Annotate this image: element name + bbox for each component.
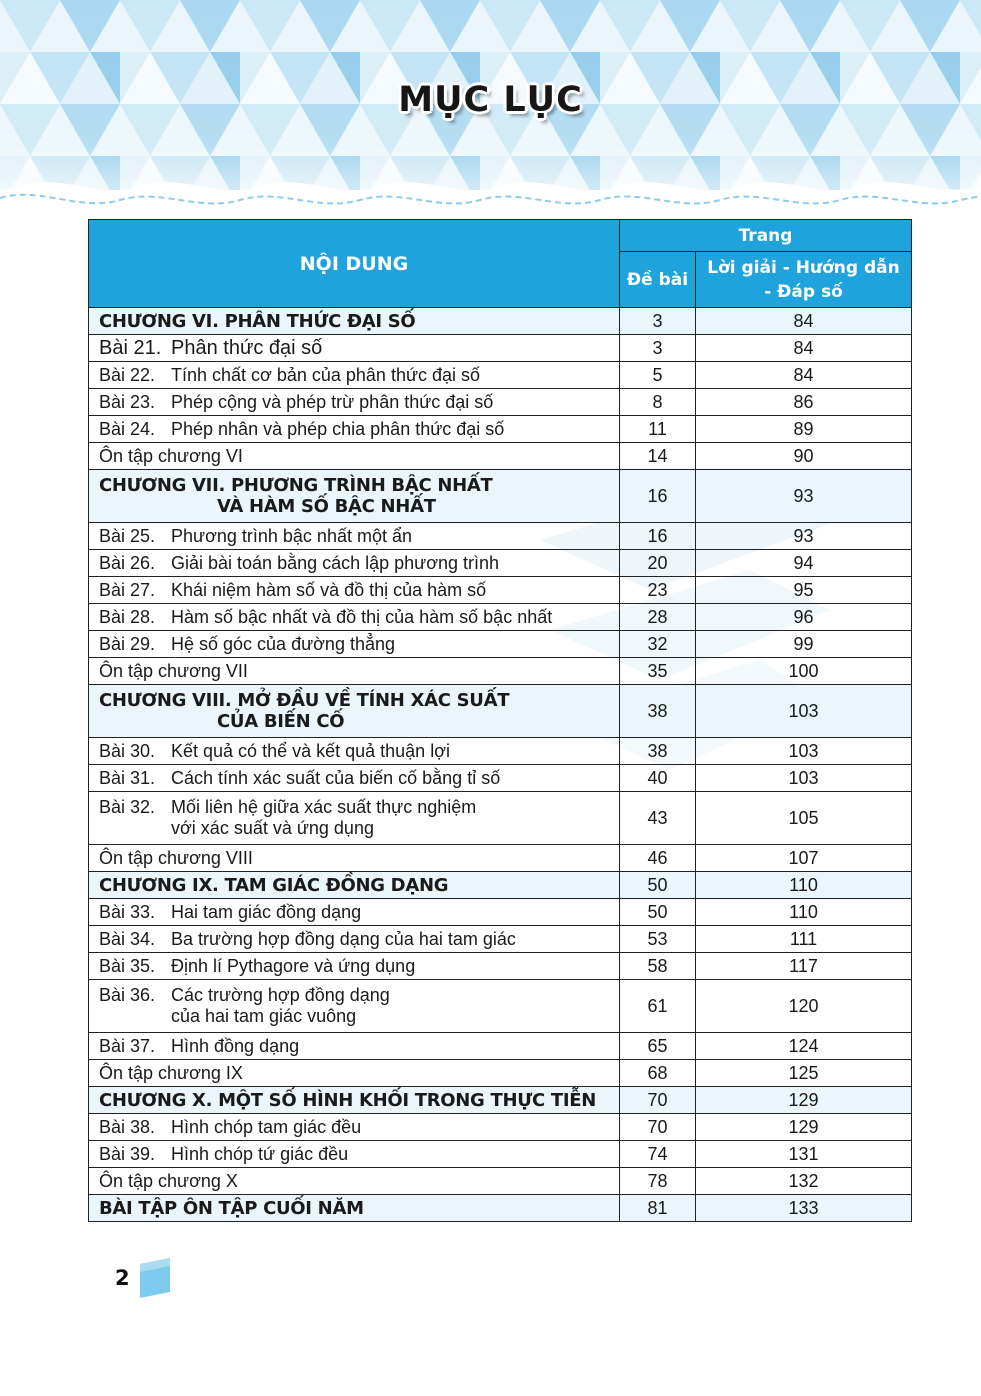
problem-page: 14 [620, 443, 696, 470]
toc-entry-title [89, 980, 620, 1033]
entry-text-line: CỦA BIẾN CỐ [217, 711, 345, 732]
toc-review-row [89, 443, 912, 470]
toc-lesson-row [89, 1033, 912, 1060]
problem-page: 5 [620, 362, 696, 389]
toc-entry-title [89, 443, 620, 470]
header-problems: Đề bài [620, 252, 696, 308]
toc-entry-title [89, 416, 620, 443]
toc-chapter-row [89, 308, 912, 335]
solution-page: 93 [696, 470, 912, 523]
page-tab-decoration [140, 1258, 170, 1298]
toc-entry-title [89, 792, 620, 845]
toc-entry-title [89, 362, 620, 389]
toc-entry-title [89, 1195, 620, 1222]
toc-entry-title [89, 1033, 620, 1060]
lesson-number: Bài 23. [99, 391, 156, 412]
toc-chapter-row [89, 470, 912, 523]
toc-entry-title [89, 604, 620, 631]
toc-lesson-row [89, 604, 912, 631]
solution-page: 103 [696, 685, 912, 738]
lesson-number: Bài 25. [99, 525, 156, 546]
toc-chapter-row [89, 1195, 912, 1222]
problem-page: 35 [620, 658, 696, 685]
problem-page: 40 [620, 765, 696, 792]
problem-page: 61 [620, 980, 696, 1033]
problem-page: 3 [620, 335, 696, 362]
problem-page: 16 [620, 523, 696, 550]
lesson-number: Bài 36. [99, 985, 156, 1005]
entry-text-line: Cách tính xác suất của biến cố bằng tỉ số [171, 767, 501, 788]
entry-text-line: Hai tam giác đồng dạng [171, 901, 362, 922]
toc-lesson-row [89, 899, 912, 926]
solution-page: 94 [696, 550, 912, 577]
toc-table [88, 219, 912, 1222]
toc-entry-title [89, 308, 620, 335]
entry-text-line: Hệ số góc của đường thẳng [171, 633, 395, 654]
problem-page: 74 [620, 1141, 696, 1168]
solution-page: 90 [696, 443, 912, 470]
entry-text-line: CHƯƠNG VII. PHƯƠNG TRÌNH BẬC NHẤT [99, 475, 493, 496]
solution-page: 84 [696, 335, 912, 362]
problem-page: 81 [620, 1195, 696, 1222]
entry-text-line: Ba trường hợp đồng dạng của hai tam giác [171, 928, 516, 949]
page-title: MỤC LỤC [398, 80, 583, 120]
entry-text-line: Ôn tập chương X [99, 1170, 238, 1191]
lesson-number: Bài 35. [99, 955, 156, 976]
solution-page: 84 [696, 362, 912, 389]
problem-page: 58 [620, 953, 696, 980]
solution-page: 84 [696, 308, 912, 335]
entry-text-line: Ôn tập chương VI [99, 445, 243, 466]
toc-lesson-row [89, 416, 912, 443]
entry-text-line: Các trường hợp đồng dạng [171, 985, 390, 1005]
entry-text-line: VÀ HÀM SỐ BẬC NHẤT [217, 496, 436, 517]
toc-entry-title [89, 872, 620, 899]
toc-lesson-row [89, 550, 912, 577]
toc-review-row [89, 845, 912, 872]
entry-text-line: Phân thức đại số [171, 336, 323, 359]
solution-page: 110 [696, 899, 912, 926]
entry-text-line: CHƯƠNG IX. TAM GIÁC ĐỒNG DẠNG [99, 874, 449, 896]
solution-page: 131 [696, 1141, 912, 1168]
toc-lesson-row [89, 1141, 912, 1168]
toc-entry-title [89, 1141, 620, 1168]
entry-text-line: với xác suất và ứng dụng [171, 818, 374, 838]
solution-page: 124 [696, 1033, 912, 1060]
problem-page: 53 [620, 926, 696, 953]
entry-text-line: Hàm số bậc nhất và đồ thị của hàm số bậc nhất [171, 606, 553, 627]
entry-text-line: CHƯƠNG X. MỘT SỐ HÌNH KHỐI TRONG THỰC TIỄN [99, 1089, 596, 1111]
toc-lesson-row [89, 577, 912, 604]
entry-text-line: Hình chóp tam giác đều [171, 1116, 362, 1137]
lesson-number: Bài 30. [99, 740, 156, 761]
lesson-number: Bài 34. [99, 928, 156, 949]
toc-entry-title [89, 523, 620, 550]
toc-entry-title [89, 926, 620, 953]
toc-chapter-row [89, 1087, 912, 1114]
toc-entry-title [89, 335, 620, 362]
problem-page: 70 [620, 1087, 696, 1114]
toc-entry-title [89, 765, 620, 792]
entry-text-line: Hình chóp tứ giác đều [171, 1143, 349, 1164]
toc-entry-title [89, 1168, 620, 1195]
solution-page: 86 [696, 389, 912, 416]
entry-text-line: CHƯƠNG VIII. MỞ ĐẦU VỀ TÍNH XÁC SUẤT [99, 690, 510, 711]
toc-lesson-row [89, 362, 912, 389]
solution-page: 120 [696, 980, 912, 1033]
solution-page: 117 [696, 953, 912, 980]
solution-page: 111 [696, 926, 912, 953]
entry-text-line: BÀI TẬP ÔN TẬP CUỐI NĂM [99, 1197, 364, 1219]
toc-entry-title [89, 577, 620, 604]
entry-text-line: Giải bài toán bằng cách lập phương trình [171, 552, 500, 573]
toc-lesson-row [89, 523, 912, 550]
entry-text-line: Phương trình bậc nhất một ẩn [171, 525, 412, 546]
toc-entry-title [89, 1087, 620, 1114]
toc-chapter-row [89, 685, 912, 738]
toc-chapter-row [89, 872, 912, 899]
toc-entry-title [89, 953, 620, 980]
problem-page: 23 [620, 577, 696, 604]
page-number: 2 [115, 1266, 130, 1290]
toc-entry-title [89, 845, 620, 872]
lesson-number: Bài 22. [99, 364, 156, 385]
toc-entry-title [89, 389, 620, 416]
toc-lesson-row [89, 926, 912, 953]
problem-page: 78 [620, 1168, 696, 1195]
problem-page: 20 [620, 550, 696, 577]
lesson-number: Bài 29. [99, 633, 156, 654]
toc-lesson-row [89, 631, 912, 658]
toc-lesson-row [89, 792, 912, 845]
toc-lesson-row [89, 765, 912, 792]
lesson-number: Bài 38. [99, 1116, 156, 1137]
lesson-number: Bài 27. [99, 579, 156, 600]
solution-page: 100 [696, 658, 912, 685]
toc-lesson-row [89, 335, 912, 362]
lesson-number: Bài 32. [99, 797, 156, 817]
toc-review-row [89, 1060, 912, 1087]
toc-review-row [89, 1168, 912, 1195]
toc-body [89, 308, 912, 1222]
toc-review-row [89, 658, 912, 685]
entry-text-line: Ôn tập chương VII [99, 660, 248, 681]
lesson-number: Bài 26. [99, 552, 156, 573]
entry-text-line: Phép nhân và phép chia phân thức đại số [171, 418, 505, 439]
entry-text-line: Ôn tập chương VIII [99, 847, 253, 868]
problem-page: 43 [620, 792, 696, 845]
toc-entry-title [89, 685, 620, 738]
toc-entry-title [89, 550, 620, 577]
solution-page: 89 [696, 416, 912, 443]
entry-text-line: Hình đồng dạng [171, 1035, 300, 1056]
problem-page: 65 [620, 1033, 696, 1060]
solution-page: 129 [696, 1087, 912, 1114]
solution-page: 132 [696, 1168, 912, 1195]
entry-text-line: Ôn tập chương IX [99, 1062, 243, 1083]
toc-lesson-row [89, 738, 912, 765]
problem-page: 50 [620, 872, 696, 899]
problem-page: 16 [620, 470, 696, 523]
entry-text-line: Phép cộng và phép trừ phân thức đại số [171, 391, 494, 412]
problem-page: 50 [620, 899, 696, 926]
toc-lesson-row [89, 389, 912, 416]
solution-page: 95 [696, 577, 912, 604]
toc-entry-title [89, 658, 620, 685]
problem-page: 32 [620, 631, 696, 658]
solution-page: 110 [696, 872, 912, 899]
lesson-number: Bài 24. [99, 418, 156, 439]
toc-entry-title [89, 631, 620, 658]
solution-page: 105 [696, 792, 912, 845]
toc-lesson-row [89, 1114, 912, 1141]
lesson-number: Bài 33. [99, 901, 156, 922]
problem-page: 11 [620, 416, 696, 443]
lesson-number: Bài 37. [99, 1035, 156, 1056]
lesson-number: Bài 21. [99, 336, 162, 359]
entry-text-line: Kết quả có thể và kết quả thuận lợi [171, 740, 450, 761]
lesson-number: Bài 28. [99, 606, 156, 627]
problem-page: 8 [620, 389, 696, 416]
header-pages: Trang [620, 220, 912, 252]
entry-text-line: Tính chất cơ bản của phân thức đại số [171, 364, 481, 385]
toc-entry-title [89, 738, 620, 765]
toc-entry-title [89, 899, 620, 926]
toc-entry-title [89, 1114, 620, 1141]
problem-page: 38 [620, 685, 696, 738]
toc-lesson-row [89, 953, 912, 980]
problem-page: 68 [620, 1060, 696, 1087]
problem-page: 28 [620, 604, 696, 631]
solution-page: 99 [696, 631, 912, 658]
lesson-number: Bài 31. [99, 767, 156, 788]
solution-page: 125 [696, 1060, 912, 1087]
entry-text-line: CHƯƠNG VI. PHÂN THỨC ĐẠI SỐ [99, 310, 416, 332]
lesson-number: Bài 39. [99, 1143, 156, 1164]
solution-page: 93 [696, 523, 912, 550]
entry-text-line: Mối liên hệ giữa xác suất thực nghiệm [171, 797, 477, 817]
header-solutions: Lời giải - Hướng dẫn - Đáp số [696, 252, 912, 308]
entry-text-line: của hai tam giác vuông [171, 1006, 357, 1026]
solution-page: 103 [696, 738, 912, 765]
toc-entry-title [89, 1060, 620, 1087]
solution-page: 129 [696, 1114, 912, 1141]
toc-lesson-row [89, 980, 912, 1033]
solution-page: 96 [696, 604, 912, 631]
header-content: NỘI DUNG [89, 220, 620, 308]
entry-text-line: Định lí Pythagore và ứng dụng [171, 955, 416, 976]
toc-entry-title [89, 470, 620, 523]
solution-page: 133 [696, 1195, 912, 1222]
solution-page: 103 [696, 765, 912, 792]
problem-page: 38 [620, 738, 696, 765]
entry-text-line: Khái niệm hàm số và đồ thị của hàm số [171, 579, 487, 600]
problem-page: 46 [620, 845, 696, 872]
problem-page: 70 [620, 1114, 696, 1141]
solution-page: 107 [696, 845, 912, 872]
problem-page: 3 [620, 308, 696, 335]
